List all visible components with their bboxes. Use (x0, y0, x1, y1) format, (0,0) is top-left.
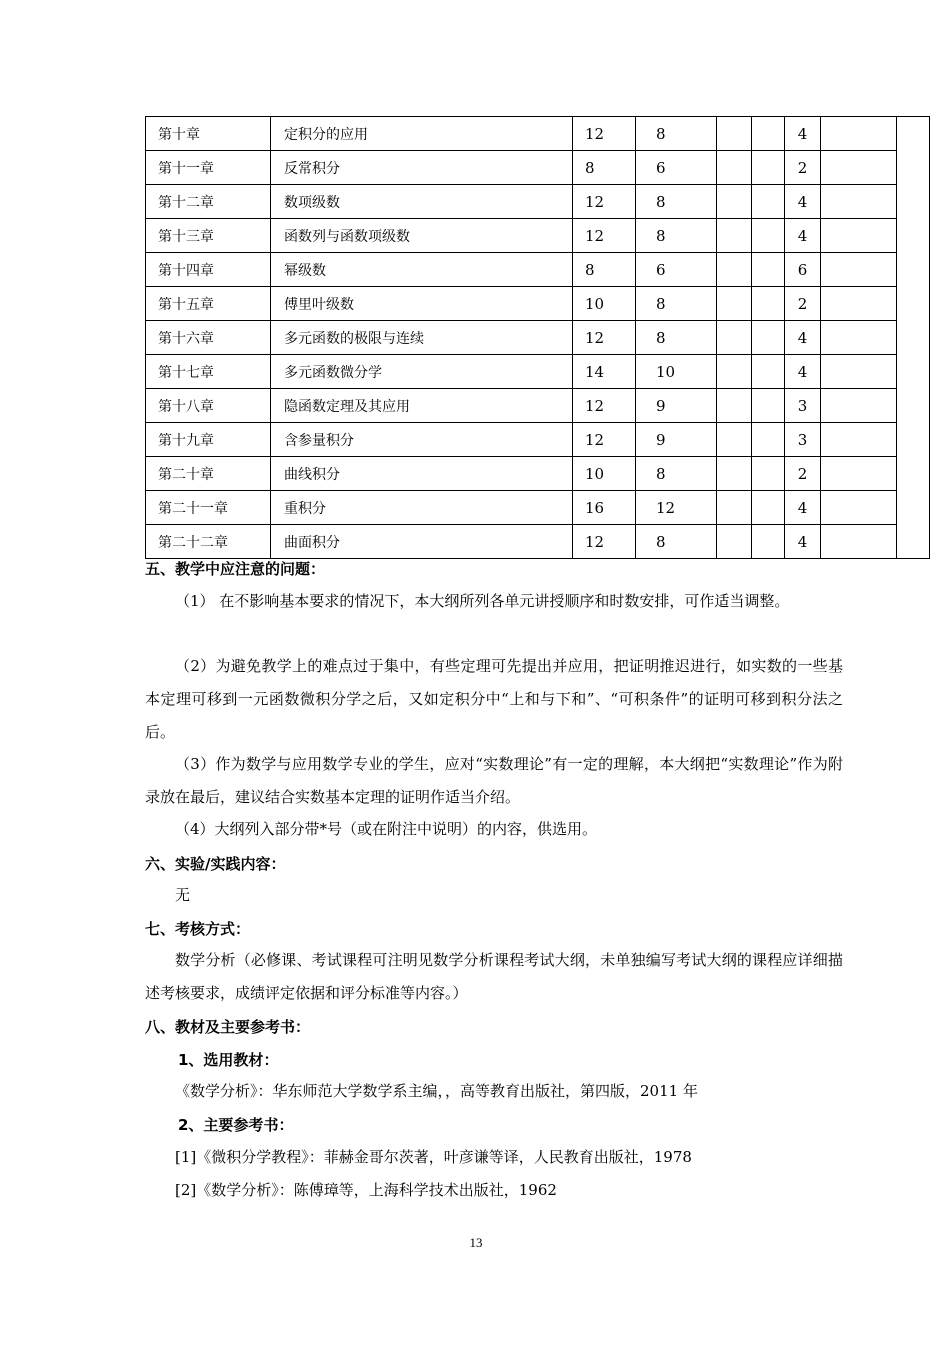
empty-cell (752, 355, 785, 389)
empty-cell (717, 117, 752, 151)
chapter-cell: 第十九章 (146, 423, 271, 457)
empty-cell (752, 491, 785, 525)
title-cell: 重积分 (271, 491, 573, 525)
empty-cell (752, 423, 785, 457)
hours-lecture-cell: 8 (636, 525, 717, 559)
empty-cell (821, 355, 897, 389)
references-subheading: 2、主要参考书： (178, 1116, 294, 1134)
empty-cell (821, 151, 897, 185)
hours-lecture-cell: 9 (636, 423, 717, 457)
table-row (146, 253, 930, 287)
empty-cell (821, 389, 897, 423)
table-row (146, 423, 930, 457)
hours-lecture-cell: 8 (636, 457, 717, 491)
chapter-cell: 第十八章 (146, 389, 271, 423)
hours-lecture-cell: 8 (636, 185, 717, 219)
hours-lecture-cell: 6 (636, 151, 717, 185)
empty-cell (752, 321, 785, 355)
empty-cell (821, 491, 897, 525)
empty-cell (821, 185, 897, 219)
empty-cell (717, 151, 752, 185)
textbook-entry: 《数学分析》：华东师范大学数学系主编，，高等教育出版社，第四版，2011 年 (175, 1082, 698, 1100)
chapter-cell: 第二十一章 (146, 491, 271, 525)
hours-lecture-cell: 8 (636, 219, 717, 253)
chapter-cell: 第二十章 (146, 457, 271, 491)
hours-total-cell: 10 (573, 457, 636, 491)
hours-lecture-cell: 8 (636, 117, 717, 151)
hours-total-cell: 14 (573, 355, 636, 389)
hours-total-cell: 8 (573, 253, 636, 287)
empty-cell (821, 253, 897, 287)
table-row (146, 491, 930, 525)
empty-cell (821, 457, 897, 491)
empty-cell (717, 457, 752, 491)
hours-total-cell: 12 (573, 525, 636, 559)
title-cell: 多元函数微分学 (271, 355, 573, 389)
title-cell: 数项级数 (271, 185, 573, 219)
hours-exercise-cell: 4 (785, 355, 821, 389)
section-7-text: 数学分析（必修课、考试课程可注明见数学分析课程考试大纲，未单独编写考试大纲的课程应详细描述考核要求，成绩评定依据和评分标准等内容。） (145, 951, 843, 1002)
empty-cell (821, 287, 897, 321)
empty-cell (821, 321, 897, 355)
hours-total-cell: 12 (573, 389, 636, 423)
empty-cell (717, 355, 752, 389)
hours-exercise-cell: 6 (785, 253, 821, 287)
section-5-paragraph-2: （2）为避免教学上的难点过于集中，有些定理可先提出并应用，把证明推迟进行，如实数的一些基本定理可移到一元函数微积分学之后，又如定积分中“上和与下和”、“可积条件”的证明可移到积分法之后。 (145, 657, 843, 741)
empty-cell (717, 185, 752, 219)
hours-total-cell: 12 (573, 117, 636, 151)
hours-total-cell: 12 (573, 219, 636, 253)
empty-cell (717, 389, 752, 423)
hours-exercise-cell: 2 (785, 287, 821, 321)
empty-cell (717, 321, 752, 355)
empty-cell (752, 151, 785, 185)
chapter-cell: 第十三章 (146, 219, 271, 253)
table-row (146, 321, 930, 355)
chapter-cell: 第十六章 (146, 321, 271, 355)
table-row (146, 355, 930, 389)
empty-cell (717, 253, 752, 287)
section-6-heading: 六、实验/实践内容： (145, 855, 286, 873)
hours-total-cell: 12 (573, 423, 636, 457)
empty-cell (821, 219, 897, 253)
hours-exercise-cell: 4 (785, 321, 821, 355)
empty-cell (752, 287, 785, 321)
title-cell: 傅里叶级数 (271, 287, 573, 321)
section-6-text: 无 (175, 886, 191, 904)
hours-exercise-cell: 2 (785, 151, 821, 185)
table-row (146, 151, 930, 185)
empty-cell (752, 389, 785, 423)
empty-cell (717, 219, 752, 253)
section-5-heading: 五、教学中应注意的问题： (145, 560, 326, 578)
empty-cell (821, 525, 897, 559)
chapter-hours-table (145, 116, 930, 559)
empty-cell (717, 491, 752, 525)
chapter-cell: 第十二章 (146, 185, 271, 219)
chapter-cell: 第十五章 (146, 287, 271, 321)
section-5-paragraph-1: （1） 在不影响基本要求的情况下，本大纲所列各单元讲授顺序和时数安排，可作适当调整。 (175, 592, 790, 610)
hours-exercise-cell: 4 (785, 185, 821, 219)
empty-cell (717, 525, 752, 559)
empty-cell (821, 423, 897, 457)
title-cell: 定积分的应用 (271, 117, 573, 151)
title-cell: 反常积分 (271, 151, 573, 185)
empty-cell (752, 219, 785, 253)
empty-cell (717, 423, 752, 457)
section-8-heading: 八、教材及主要参考书： (145, 1018, 311, 1036)
table-row (146, 457, 930, 491)
table-row (146, 185, 930, 219)
hours-total-cell: 10 (573, 287, 636, 321)
empty-cell (821, 117, 897, 151)
reference-2: [2]《数学分析》：陈傅璋等，上海科学技术出版社，1962 (175, 1181, 557, 1199)
title-cell: 含参量积分 (271, 423, 573, 457)
hours-total-cell: 12 (573, 185, 636, 219)
empty-cell (752, 117, 785, 151)
hours-lecture-cell: 9 (636, 389, 717, 423)
hours-exercise-cell: 4 (785, 117, 821, 151)
empty-cell (752, 253, 785, 287)
reference-1: [1]《微积分学教程》：菲赫金哥尔茨著，叶彦谦等译，人民教育出版社，1978 (175, 1148, 692, 1166)
empty-cell (752, 525, 785, 559)
chapter-cell: 第十一章 (146, 151, 271, 185)
hours-exercise-cell: 4 (785, 491, 821, 525)
empty-cell (752, 185, 785, 219)
title-cell: 函数列与函数项级数 (271, 219, 573, 253)
textbook-subheading: 1、选用教材： (178, 1051, 279, 1069)
hours-exercise-cell: 2 (785, 457, 821, 491)
table-row (146, 525, 930, 559)
merged-remarks-cell (897, 117, 930, 559)
table-row (146, 389, 930, 423)
table-row (146, 117, 930, 151)
hours-exercise-cell: 3 (785, 389, 821, 423)
hours-lecture-cell: 12 (636, 491, 717, 525)
hours-total-cell: 12 (573, 321, 636, 355)
empty-cell (752, 457, 785, 491)
hours-total-cell: 16 (573, 491, 636, 525)
title-cell: 多元函数的极限与连续 (271, 321, 573, 355)
section-7-heading: 七、考核方式： (145, 920, 251, 938)
hours-exercise-cell: 4 (785, 525, 821, 559)
table-row (146, 219, 930, 253)
hours-total-cell: 8 (573, 151, 636, 185)
page-number: 13 (469, 1235, 483, 1250)
section-5-paragraph-4: （4）大纲列入部分带*号（或在附注中说明）的内容，供选用。 (175, 820, 598, 838)
hours-exercise-cell: 4 (785, 219, 821, 253)
title-cell: 曲面积分 (271, 525, 573, 559)
hours-lecture-cell: 8 (636, 287, 717, 321)
hours-exercise-cell: 3 (785, 423, 821, 457)
hours-lecture-cell: 8 (636, 321, 717, 355)
empty-cell (717, 287, 752, 321)
title-cell: 幂级数 (271, 253, 573, 287)
title-cell: 曲线积分 (271, 457, 573, 491)
hours-lecture-cell: 6 (636, 253, 717, 287)
hours-lecture-cell: 10 (636, 355, 717, 389)
title-cell: 隐函数定理及其应用 (271, 389, 573, 423)
chapter-cell: 第十章 (146, 117, 271, 151)
table-row (146, 287, 930, 321)
section-5-paragraph-3: （3）作为数学与应用数学专业的学生，应对“实数理论”有一定的理解，本大纲把“实数理论”作为附录放在最后，建议结合实数基本定理的证明作适当介绍。 (145, 755, 843, 806)
chapter-cell: 第十七章 (146, 355, 271, 389)
chapter-cell: 第二十二章 (146, 525, 271, 559)
chapter-cell: 第十四章 (146, 253, 271, 287)
